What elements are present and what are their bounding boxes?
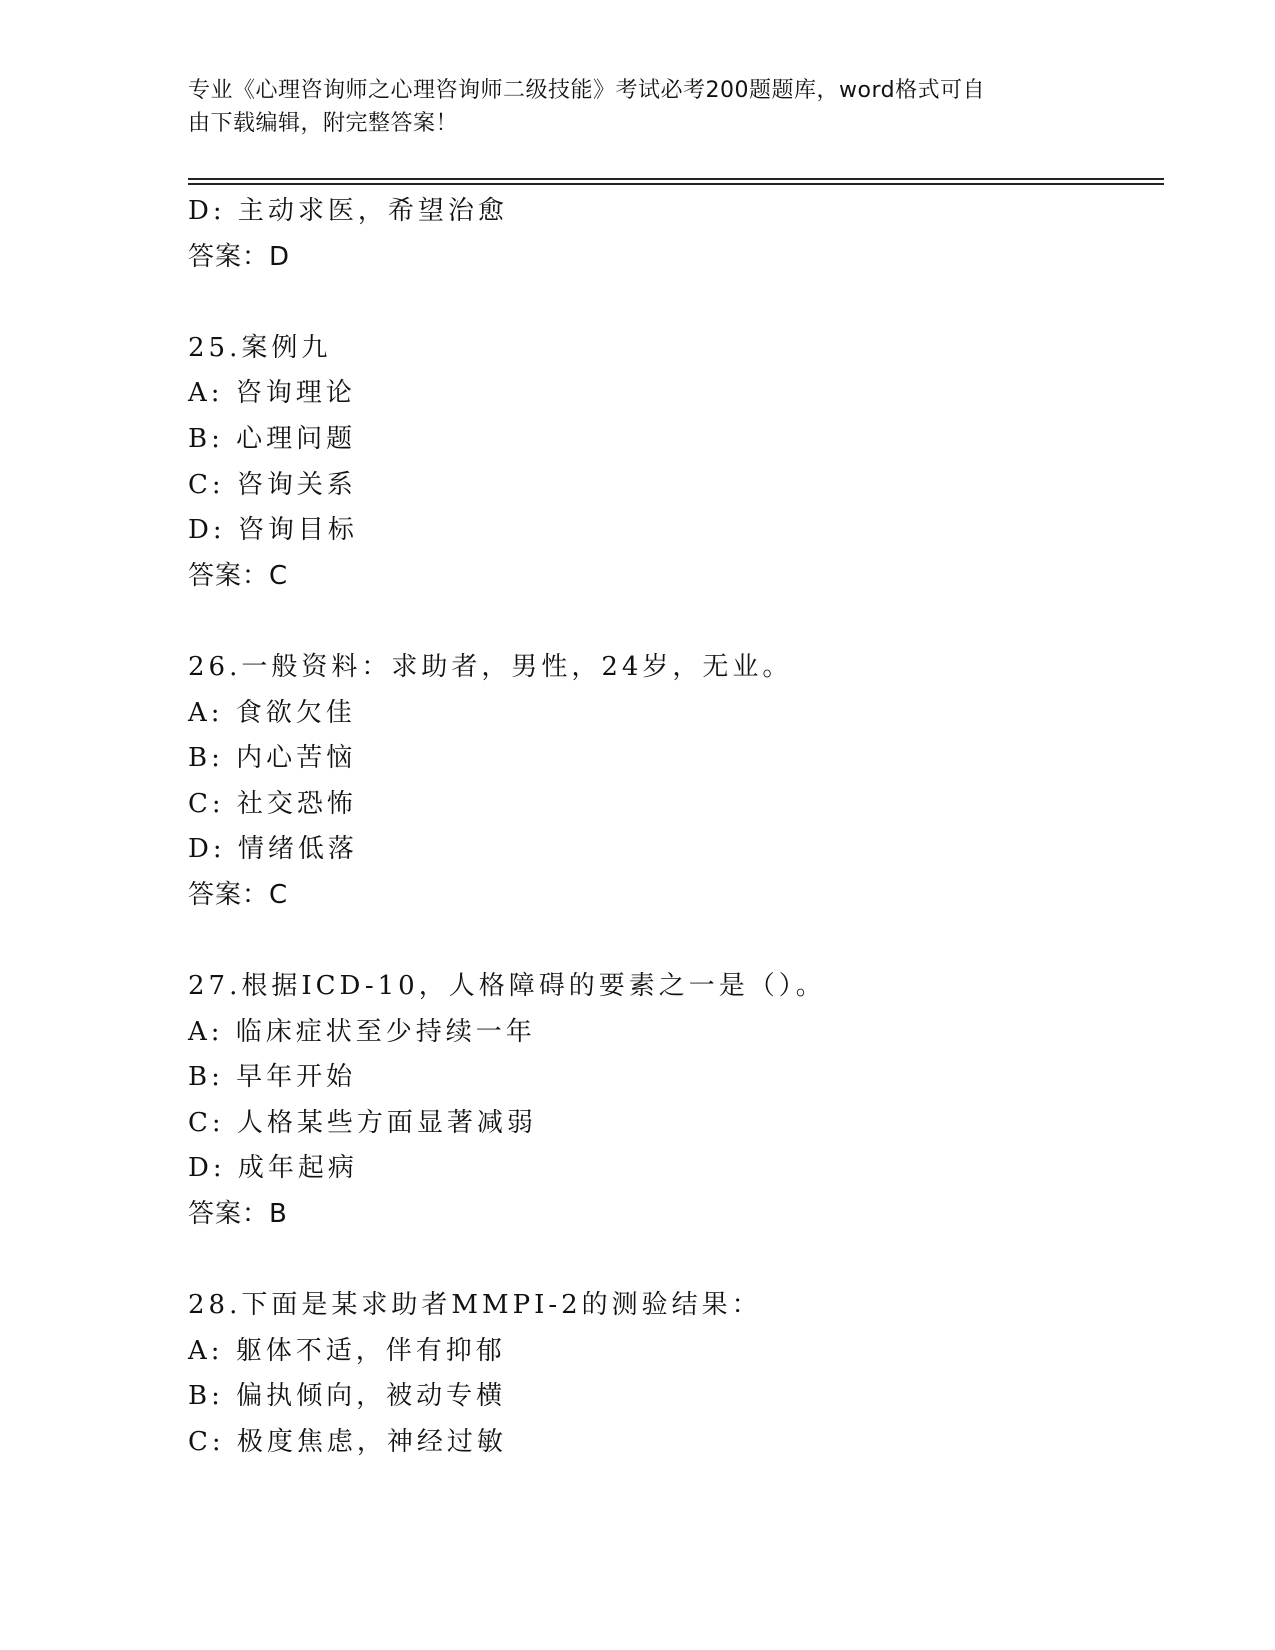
question-stem: 28.下面是某求助者MMPI-2的测验结果：	[188, 1290, 762, 1321]
question-stem: 27.根据ICD-10，人格障碍的要素之一是（）。	[188, 971, 826, 1002]
answer-line: 答案：B	[188, 1199, 288, 1230]
option-c: C: 咨询关系	[188, 469, 357, 500]
option-a: A: 临床症状至少持续一年	[188, 1016, 536, 1047]
option-c: C: 人格某些方面显著减弱	[188, 1107, 537, 1138]
header-line-2: 由下载编辑，附完整答案！	[188, 111, 459, 136]
option-b: B: 内心苦恼	[188, 743, 357, 774]
option-c: C: 极度焦虑，神经过敏	[188, 1427, 507, 1458]
option-c: C: 社交恐怖	[188, 788, 357, 819]
option-a: A: 食欲欠佳	[188, 697, 356, 728]
answer-line: 答案：D	[188, 241, 291, 272]
question-stem: 25.案例九	[188, 332, 332, 363]
spacer	[188, 919, 1168, 965]
question-25	[188, 326, 1168, 600]
spacer	[188, 1238, 1168, 1284]
header-line-1: 专业《心理咨询师之心理咨询师二级技能》考试必考200题题库，word格式可自	[188, 78, 986, 103]
header-rule-bottom	[188, 183, 1164, 185]
partial-question	[188, 189, 1168, 280]
answer-line: 答案：C	[188, 879, 289, 910]
document-header	[188, 74, 1088, 140]
option-a: A: 咨询理论	[188, 378, 356, 409]
option-d: D: 成年起病	[188, 1153, 358, 1184]
option-d: D: 咨询目标	[188, 515, 358, 546]
header-rule-top	[188, 178, 1164, 180]
question-27	[188, 964, 1168, 1238]
question-26	[188, 645, 1168, 919]
option-b: B: 心理问题	[188, 423, 357, 454]
spacer	[188, 599, 1168, 645]
question-28	[188, 1283, 1168, 1465]
question-content	[188, 189, 1168, 1466]
option-d: D: 情绪低落	[188, 834, 358, 865]
option-b: B: 早年开始	[188, 1062, 357, 1093]
option-b: B: 偏执倾向，被动专横	[188, 1381, 507, 1412]
option-d: D: 主动求医，希望治愈	[188, 196, 508, 226]
option-a: A: 躯体不适，伴有抑郁	[188, 1335, 506, 1366]
spacer	[188, 280, 1168, 326]
answer-line: 答案：C	[188, 560, 289, 591]
question-stem: 26.一般资料：求助者，男性，24岁，无业。	[188, 651, 793, 682]
